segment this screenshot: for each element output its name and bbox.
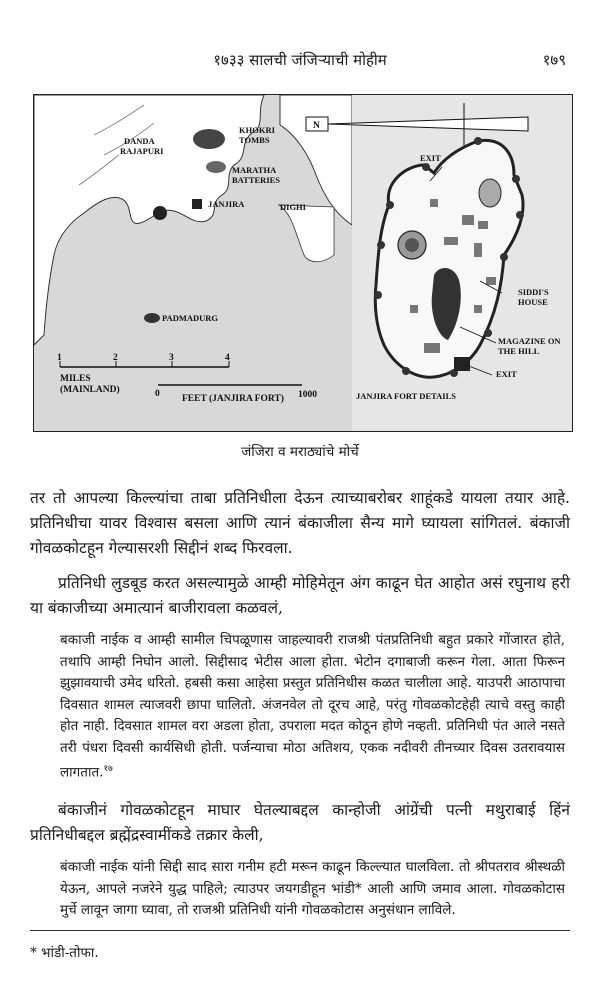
janjira-map-svg xyxy=(34,95,572,431)
paragraph-3: बंकाजीनं गोवळकोटहून माघार घेतल्याबद्दल कान्होजी आंग्रेंची पत्नी मथुराबाई हिंनं प्रतिनिधीबद्दल ब्रह्मेंद्रस्वामींकडे तक्रार केली, xyxy=(30,801,570,844)
maratha-batteries-shape xyxy=(206,161,226,173)
block-quote-1-text: बकाजी नाईक व आम्ही सामील चिपळूणास जाहल्यावरी राजश्री पंतप्रतिनिधी बहुत प्रकारे गोंजारत होते, तथापि आम्ही निघोन आलो. सिद्दीसाद भेटीस आला होता. भेटोन दगाबाजी करून गेला. आता फिरून झुझावयाची उमेद धरितो. हबसी कसा आहेसा प्रस्तुत प्रतिनिधीस कळत चालीला आहे. याउपरी आठापाचा दिवसात शामल त्याजवरी छापा घालितो. अंजनवेल तो दूरच आहे, परंतु गोवळकोटहेही त्याचे वस्तु काही होत नाही. दिवसात शामल वरा अडला होता, उपराला मदत कोठून होणे नव्हती. प्रतिनिधी पंत आले नसते तरी पंधरा दिवसी कार्यसिधी होती. पर्जन्याचा मोठा अतिशय, एकक नदीवरी तीनच्यार दिवस उतरावयास लागतात. xyxy=(60,632,565,781)
running-title: १७३३ सालची जंजिऱ्याची मोहीम xyxy=(213,51,387,69)
scale-label-zero: 0 xyxy=(155,389,160,399)
khokri-tombs-shape xyxy=(193,129,225,149)
footnote-rule xyxy=(30,930,570,931)
label-the-hill: THE HILL xyxy=(498,346,540,356)
label-maratha: MARATHA xyxy=(232,165,277,175)
label-batteries: BATTERIES xyxy=(232,175,281,185)
oval-tank xyxy=(479,179,501,207)
padmadurg-island-shape xyxy=(144,313,160,323)
label-padmadurg: PADMADURG xyxy=(162,313,219,323)
scale-label-3: 3 xyxy=(169,353,174,363)
label-miles: MILES xyxy=(60,374,91,384)
endnote-ref: १७ xyxy=(103,764,113,774)
label-mainland: (MAINLAND) xyxy=(60,385,120,395)
label-janjira: JANJIRA xyxy=(208,199,245,209)
label-rajapuri: RAJAPURI xyxy=(120,146,164,156)
label-fort-details: JANJIRA FORT DETAILS xyxy=(356,391,456,401)
round-tank-core xyxy=(405,238,419,252)
label-khokri: KHOKRI xyxy=(239,125,275,135)
paragraph-1: तर तो आपल्या किल्ल्यांचा ताबा प्रतिनिधीला देऊन त्याच्याबरोबर शाहूंकडे यायला तयार आहे. प्रतिनिधीचा यावर विश्वास बसला आणि त्यानं बंकाजीला सैन्य मागे घ्यायला सांगितलं. बंकाजी गोवळकोटहून गेल्यासरशी सिद्दीनं शब्द फिरवला. xyxy=(30,489,570,557)
janjira-island-shape xyxy=(192,199,202,209)
label-exit-top: EXIT xyxy=(420,153,441,163)
scale-label-4: 4 xyxy=(225,353,230,363)
label-tombs: TOMBS xyxy=(239,135,270,145)
label-exit-bottom: EXIT xyxy=(496,369,517,379)
footnote: * भांडी-तोफा. xyxy=(30,945,99,961)
label-danda: DANDA xyxy=(124,136,155,146)
block-quote-1 xyxy=(60,630,565,784)
north-label: N xyxy=(313,121,320,131)
block-quote-2: बंकाजी नाईक यांनी सिद्दी साद सारा गनीम हटी मरून काढून किल्ल्यात घालविला. तो श्रीपतराव श्रीस्थळी येऊन, आपले नजरेने युद्ध पाहिले; त्याउपर जयगडीहून भांडी* आली आणि जमाव आला. गोवळकोटास मुर्चे लावून जागा घ्यावा, तो राजश्री प्रतिनिधी यांनी गोवळकोटास अनुसंधान लाविले. xyxy=(60,859,565,918)
label-dighi: DIGHI xyxy=(280,202,306,212)
label-house: HOUSE xyxy=(518,297,548,307)
creek-spot xyxy=(153,206,167,220)
page-number: १७९ xyxy=(542,51,566,69)
scale-label-2: 2 xyxy=(113,353,118,363)
map-figure xyxy=(33,94,573,432)
page-header xyxy=(30,48,570,72)
scale-label-1: 1 xyxy=(57,353,62,363)
scale-label-1000: 1000 xyxy=(298,390,317,400)
label-feet: FEET (JANJIRA FORT) xyxy=(182,394,284,404)
label-siddis: SIDDI'S xyxy=(518,287,549,297)
paragraph-2: प्रतिनिधी लुडबूड करत असल्यामुळे आम्ही मोहिमेतून अंग काढून घेत आहोत असं रघुनाथ हरी या बंकाजीच्या अमात्यानं बाजीरावला कळवलं, xyxy=(30,574,570,617)
figure-caption: जंजिरा व मराठ्यांचे मोर्चे xyxy=(241,444,359,460)
label-magazine: MAGAZINE ON xyxy=(498,336,561,346)
